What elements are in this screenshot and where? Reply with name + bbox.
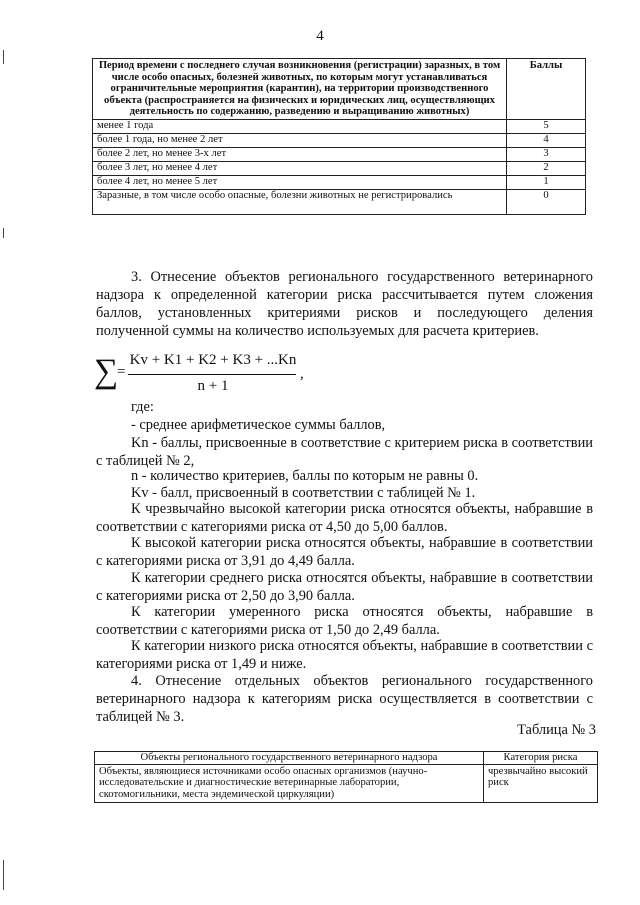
formula-numerator: Kv + K1 + K2 + K3 + ...Kn	[129, 352, 297, 368]
formula-denominator: n + 1	[197, 378, 229, 394]
score-cell: 0	[507, 189, 586, 214]
table-row	[95, 764, 598, 803]
period-cell: более 1 года, но менее 2 лет	[93, 133, 507, 147]
table-header-row	[93, 59, 586, 120]
average-score-formula	[94, 352, 314, 402]
definition-n: n - количество критериев, баллы по которым не равны 0.	[131, 468, 479, 484]
category-cell: чрезвычайно высокий риск	[484, 764, 598, 803]
fraction-bar	[128, 374, 296, 375]
criteria-table	[92, 58, 586, 215]
period-cell: менее 1 года	[93, 119, 507, 133]
object-cell: Объекты, являющиеся источниками особо опасных организмов (научно-исследовательские и диагностические ветеринарные лаборатории, скотомогильники, места эндемической циркуляции)	[95, 764, 484, 803]
score-column-header: Баллы	[507, 59, 586, 120]
category-extreme-risk: К чрезвычайно высокой категории риска относятся объекты, набравшие в соответствии с категориями риска от 4,50 до 5,00 баллов.	[96, 501, 593, 535]
formula-comma: ,	[300, 366, 304, 382]
definition-sum: - среднее арифметическое суммы баллов,	[131, 417, 386, 433]
sigma-symbol: ∑	[94, 353, 119, 390]
category-medium-risk: К категории среднего риска относятся объекты, набравшие в соответствии с категориями риска от 2,50 до 3,90 балла.	[96, 570, 593, 604]
scan-margin-mark	[3, 50, 4, 64]
definition-kn: Kn - баллы, присвоенные в соответствие с критерием риска в соответствии с таблицей № 2,	[96, 435, 593, 469]
table-header-row	[95, 752, 598, 765]
period-cell: более 4 лет, но менее 5 лет	[93, 175, 507, 189]
category-high-risk: К высокой категории риска относятся объекты, набравшие в соответствии с категориями риска от 3,91 до 4,49 балла.	[96, 535, 593, 569]
paragraph-4: 4. Отнесение отдельных объектов регионального государственного ветеринарного надзора к категориям риска осуществляется в соответствии с таблицей № 3.	[96, 673, 593, 725]
formula-equals: =	[117, 364, 126, 380]
period-cell: более 3 лет, но менее 4 лет	[93, 161, 507, 175]
paragraph-3: 3. Отнесение объектов регионального государственного ветеринарного надзора к определенной категории риска рассчитывается путем сложения баллов, установленных критериями рисков и последующего деления полученной суммы на количество используемых для расчета критериев.	[96, 269, 593, 339]
page-number: 4	[316, 28, 324, 44]
table-3-caption: Таблица № 3	[517, 722, 596, 738]
table-row	[93, 161, 586, 175]
period-column-header: Период времени с последнего случая возникновения (регистрации) заразных, в том числе особо опасных, болезней животных, по которым могут устанавливаться ограничительные мероприятия (карантин), на территории производственного объекта (распространяется на физических и юридических лиц, осуществляющих деятельность по содержанию, разведению и выращиванию животных)	[93, 59, 507, 120]
score-cell: 1	[507, 175, 586, 189]
category-column-header: Категория риска	[484, 752, 598, 765]
table-row	[93, 175, 586, 189]
score-cell: 3	[507, 147, 586, 161]
category-low-risk: К категории низкого риска относятся объекты, набравшие в соответствии с категориями риска от 1,49 и ниже.	[96, 638, 593, 672]
scan-margin-mark	[3, 228, 4, 238]
table-row	[93, 133, 586, 147]
where-label: где:	[131, 399, 154, 415]
table-row	[93, 119, 586, 133]
objects-category-table	[94, 751, 598, 803]
table-row	[93, 147, 586, 161]
score-cell: 2	[507, 161, 586, 175]
category-moderate-risk: К категории умеренного риска относятся объекты, набравшие в соответствии с категориями риска от 1,50 до 2,49 балла.	[96, 604, 593, 638]
score-cell: 4	[507, 133, 586, 147]
period-cell: более 2 лет, но менее 3-х лет	[93, 147, 507, 161]
score-cell: 5	[507, 119, 586, 133]
table-row	[93, 189, 586, 214]
period-cell: Заразные, в том числе особо опасные, болезни животных не регистрировались	[93, 189, 507, 214]
scan-margin-mark	[3, 860, 4, 890]
definition-kv: Kv - балл, присвоенный в соответствии с таблицей № 1.	[131, 485, 476, 501]
objects-column-header: Объекты регионального государственного ветеринарного надзора	[95, 752, 484, 765]
